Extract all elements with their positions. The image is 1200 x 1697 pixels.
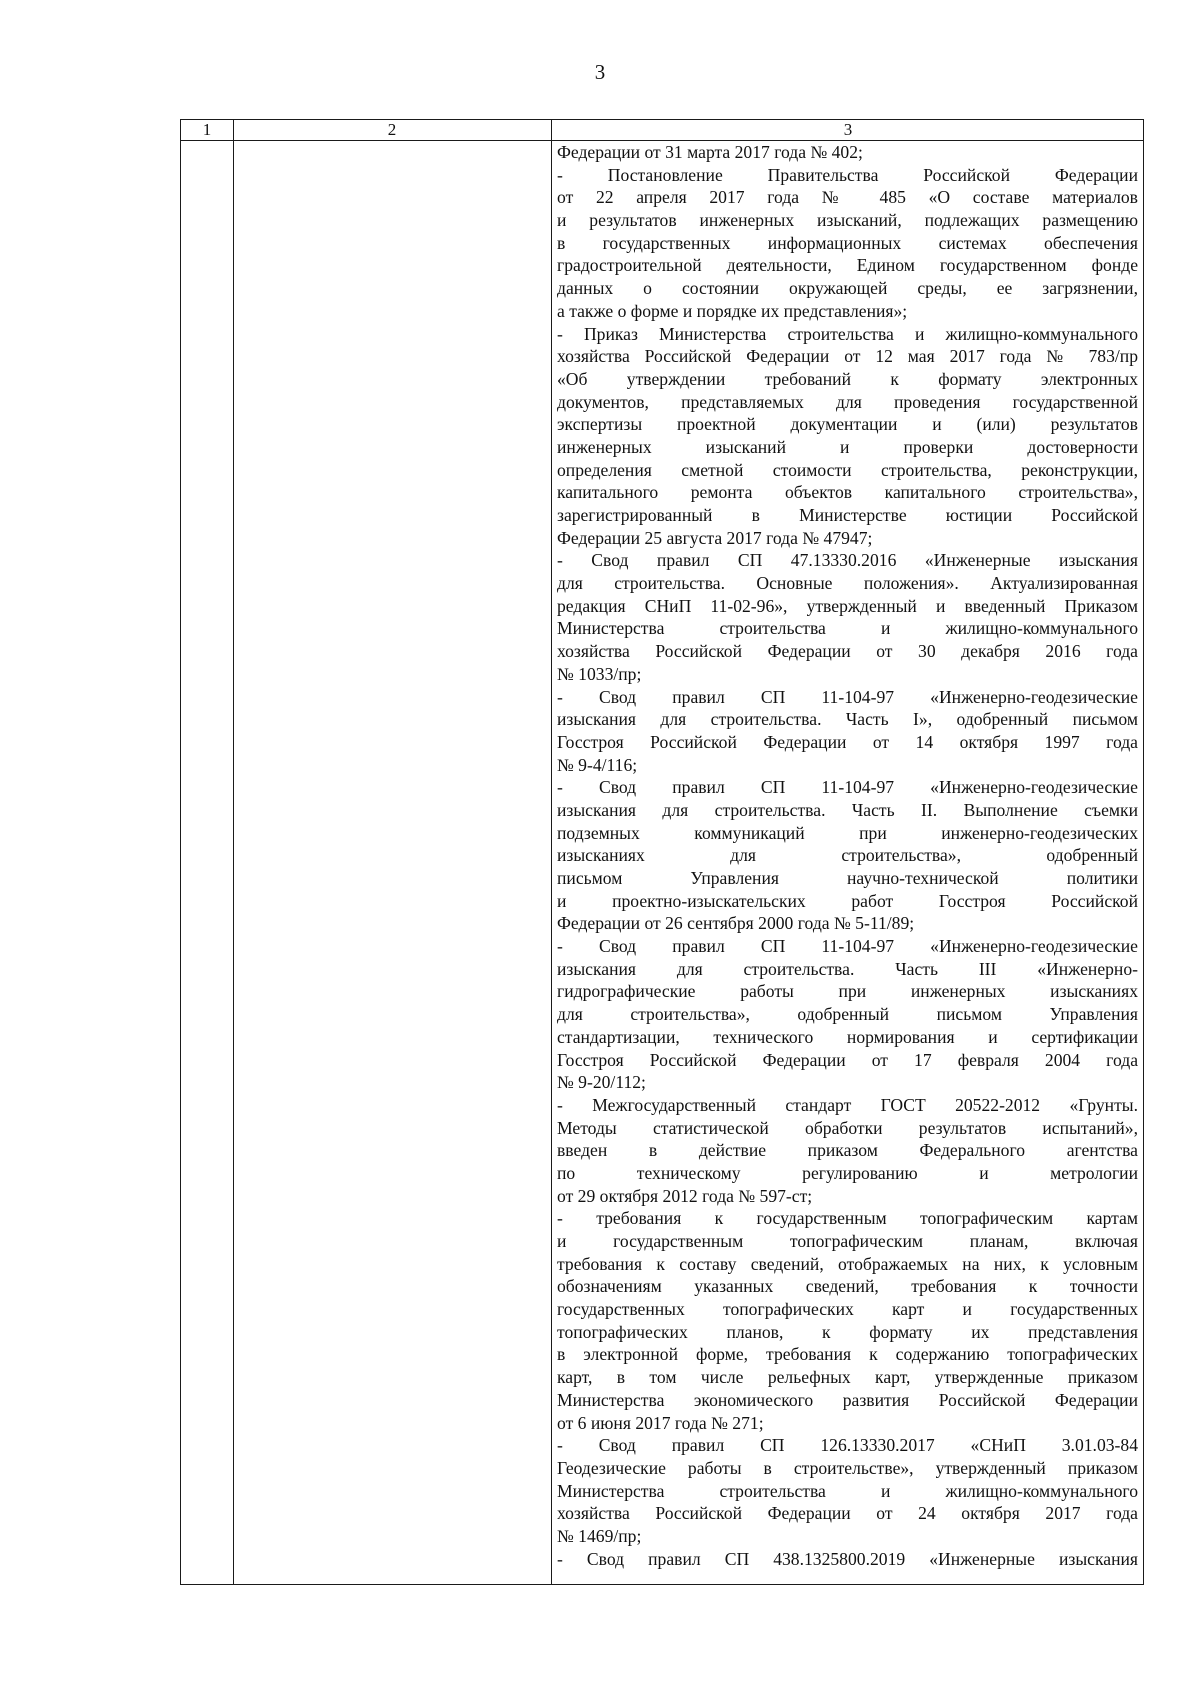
text-line: изысканиях для строительства», одобренный xyxy=(557,845,1138,866)
text-line: для строительства», одобренный письмом Управления xyxy=(557,1004,1138,1025)
text-line: а также о форме и порядке их представления»; xyxy=(557,300,908,321)
column-divider-1 xyxy=(233,120,234,1584)
text-line: - Межгосударственный стандарт ГОСТ 20522-2012 «Грунты. xyxy=(557,1094,1138,1115)
text-line: редакция СНиП 11-02-96», утвержденный и введенный Приказом xyxy=(557,595,1138,616)
text-line: Федерации от 31 марта 2017 года № 402; xyxy=(557,142,863,162)
text-line: Методы статистической обработки результатов испытаний», xyxy=(557,1117,1138,1138)
text-line: № 1033/пр; xyxy=(557,663,642,684)
column-header-3: 3 xyxy=(843,120,853,139)
text-line: Федерации 25 августа 2017 года № 47947; xyxy=(557,527,873,548)
text-line: изыскания для строительства. Часть III «Инженерно- xyxy=(557,958,1138,979)
text-line: в электронной форме, требования к содержанию топографических xyxy=(557,1344,1138,1365)
text-line: введен в действие приказом Федерального агентства xyxy=(557,1140,1138,1161)
text-line: письмом Управления научно-технической политики xyxy=(557,868,1138,888)
text-line: № 9-4/116; xyxy=(557,754,638,775)
text-line: - Свод правил СП 126.13330.2017 «СНиП 3.01.03-84 xyxy=(557,1435,1138,1456)
text-line: от 22 апреля 2017 года № 485 «О составе материалов xyxy=(557,187,1138,208)
text-line: Министерства экономического развития Российской Федерации xyxy=(557,1389,1138,1410)
text-line: изыскания для строительства. Часть II. Выполнение съемки xyxy=(557,799,1138,820)
column-header-1: 1 xyxy=(202,120,212,139)
text-line: от 29 октября 2012 года № 597-ст; xyxy=(557,1185,813,1206)
text-line: изыскания для строительства. Часть I», одобренный письмом xyxy=(557,709,1138,730)
text-line: - требования к государственным топографическим картам xyxy=(557,1208,1138,1229)
column-divider-2 xyxy=(551,120,552,1584)
text-line: хозяйства Российской Федерации от 24 октября 2017 года xyxy=(557,1503,1138,1524)
column-header-2: 2 xyxy=(387,120,397,139)
text-line: данных о состоянии окружающей среды, ее загрязнении, xyxy=(557,278,1138,299)
text-line: градостроительной деятельности, Едином государственном фонде xyxy=(557,255,1138,276)
text-line: капитального ремонта объектов капитального строительства», xyxy=(557,482,1138,503)
text-line: - Свод правил СП 11-104-97 «Инженерно-геодезические xyxy=(557,686,1138,707)
text-line: № 9-20/112; xyxy=(557,1072,646,1093)
text-line: от 6 июня 2017 года № 271; xyxy=(557,1412,764,1433)
text-line: для строительства. Основные положения». Актуализированная xyxy=(557,573,1138,594)
text-line: подземных коммуникаций при инженерно-геодезических xyxy=(557,822,1138,843)
text-line: - Свод правил СП 438.1325800.2019 «Инженерные изыскания xyxy=(557,1548,1138,1569)
text-line: - Постановление Правительства Российской Федерации xyxy=(557,164,1138,185)
text-line: Федерации от 26 сентября 2000 года № 5-11/89; xyxy=(557,913,915,934)
text-line: № 1469/пр; xyxy=(557,1525,642,1546)
column-3-content xyxy=(557,141,1138,1570)
text-line: - Свод правил СП 47.13330.2016 «Инженерные изыскания xyxy=(557,550,1138,571)
text-line: Госстроя Российской Федерации от 17 февраля 2004 года xyxy=(557,1049,1138,1070)
text-line: хозяйства Российской Федерации от 12 мая 2017 года № 783/пр xyxy=(557,346,1138,367)
text-line: документов, представляемых для проведения государственной xyxy=(557,391,1138,412)
text-line: зарегистрированный в Министерстве юстиции Российской xyxy=(557,505,1138,525)
text-line: и результатов инженерных изысканий, подлежащих размещению xyxy=(557,210,1138,231)
text-line: Геодезические работы в строительстве», утвержденный приказом xyxy=(557,1457,1138,1478)
text-line: карт, в том числе рельефных карт, утвержденные приказом xyxy=(557,1367,1138,1388)
page-number: 3 xyxy=(594,60,606,84)
text-line: и проектно-изыскательских работ Госстроя Российской xyxy=(557,890,1138,911)
text-line: стандартизации, технического нормирования и сертификации xyxy=(557,1026,1138,1047)
text-line: топографических планов, к формату их представления xyxy=(557,1321,1138,1342)
text-line: государственных топографических карт и государственных xyxy=(557,1299,1138,1320)
text-line: - Свод правил СП 11-104-97 «Инженерно-геодезические xyxy=(557,936,1138,957)
text-line: «Об утверждении требований к формату электронных xyxy=(557,368,1138,389)
text-line: - Свод правил СП 11-104-97 «Инженерно-геодезические xyxy=(557,777,1138,798)
text-line: хозяйства Российской Федерации от 30 декабря 2016 года xyxy=(557,641,1138,662)
text-line: Госстроя Российской Федерации от 14 октября 1997 года xyxy=(557,731,1138,752)
text-line: экспертизы проектной документации и (или) результатов xyxy=(557,414,1138,435)
text-line: Министерства строительства и жилищно-коммунального xyxy=(557,618,1138,639)
text-line: обозначениям указанных сведений, требования к точности xyxy=(557,1276,1138,1297)
document-table xyxy=(180,119,1144,1585)
text-line: и государственным топографическим планам, включая xyxy=(557,1231,1138,1251)
text-line: инженерных изысканий и проверки достоверности xyxy=(557,436,1138,457)
text-line: - Приказ Министерства строительства и жилищно-коммунального xyxy=(557,323,1138,344)
text-line: Министерства строительства и жилищно-коммунального xyxy=(557,1480,1138,1501)
text-line: определения сметной стоимости строительства, реконструкции, xyxy=(557,459,1138,480)
text-line: в государственных информационных системах обеспечения xyxy=(557,232,1138,253)
text-line: гидрографические работы при инженерных изысканиях xyxy=(557,981,1138,1002)
text-line: требования к составу сведений, отображаемых на них, к условным xyxy=(557,1253,1138,1274)
text-line: по техническому регулированию и метрологии xyxy=(557,1162,1138,1183)
